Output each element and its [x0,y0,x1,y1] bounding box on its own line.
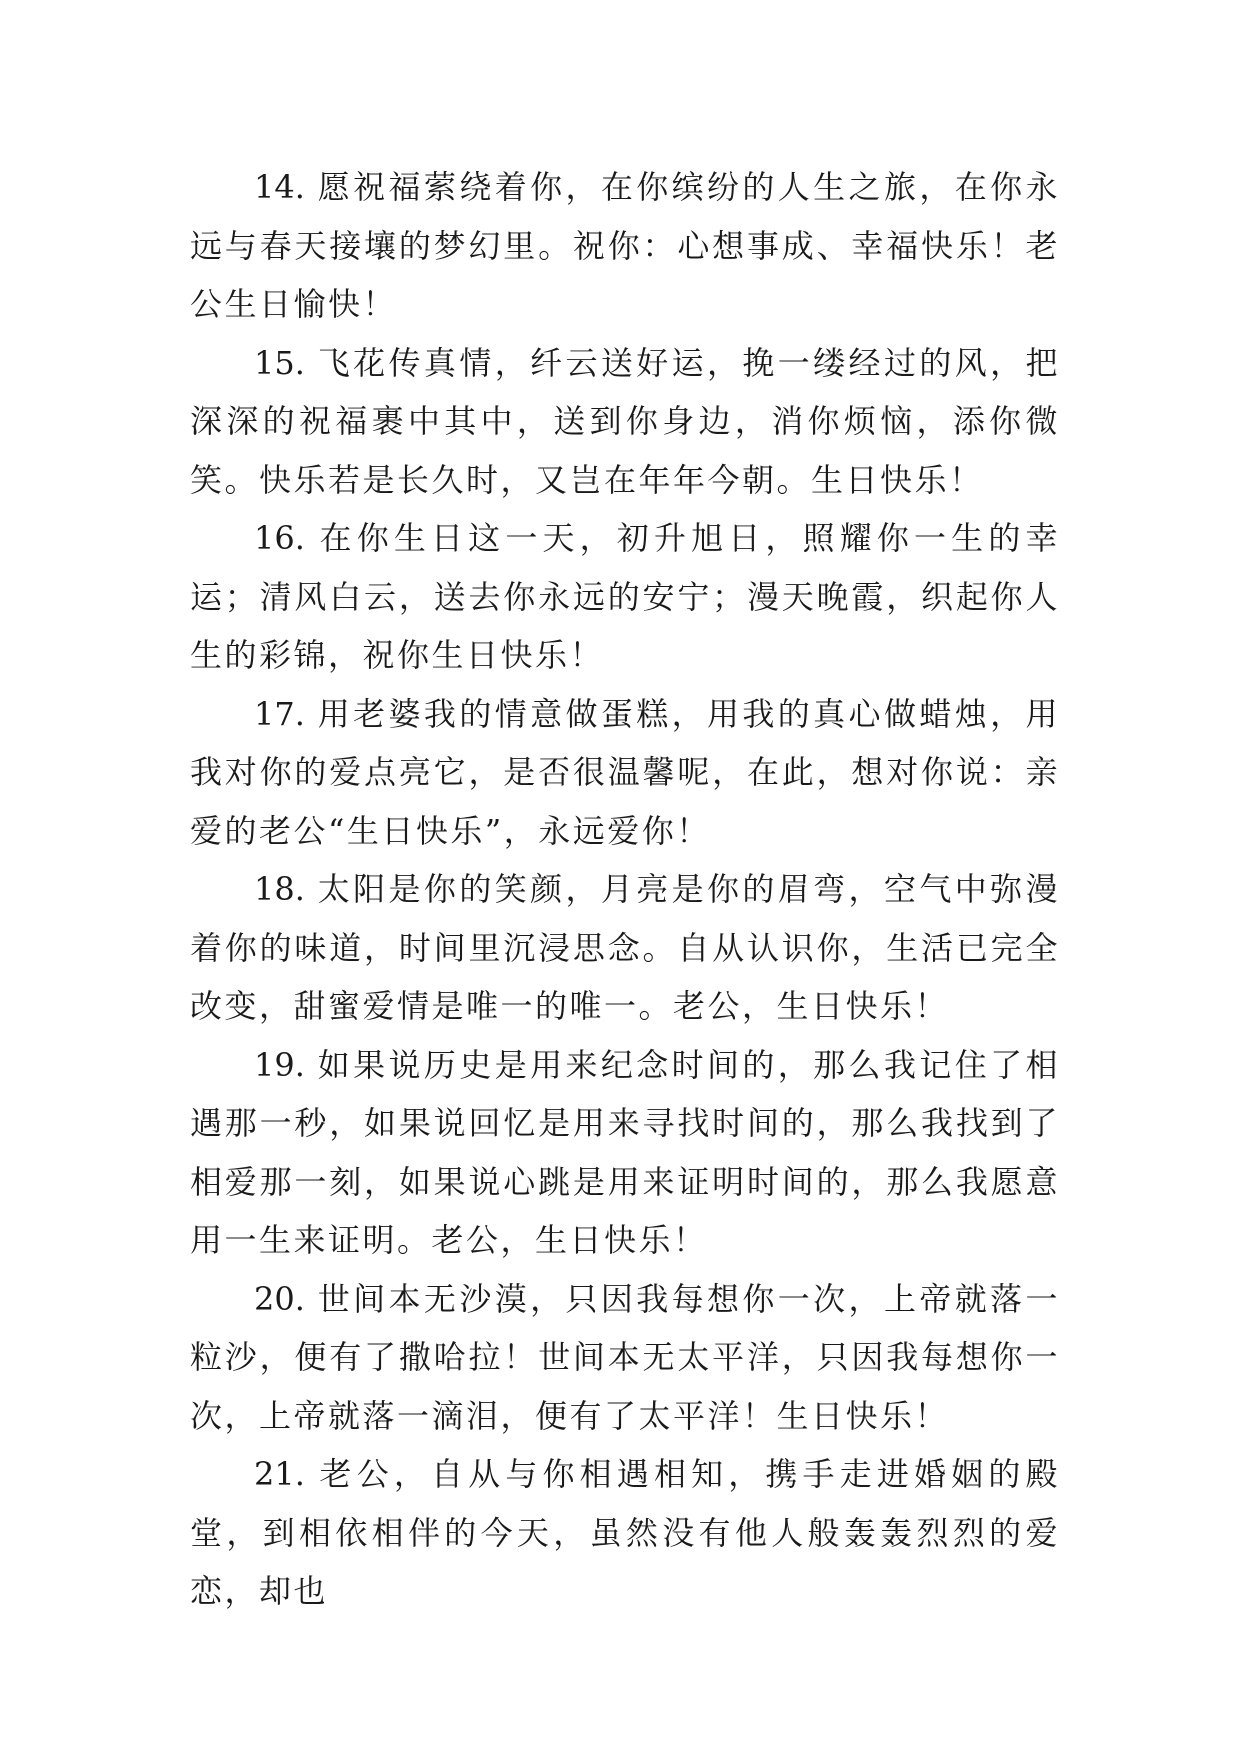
paragraph-number: 18. [254,870,305,908]
paragraph-17 [190,685,1060,861]
paragraph-number: 21. [254,1455,305,1493]
paragraph-number: 20. [254,1279,305,1318]
paragraph-19 [190,1036,1060,1270]
paragraph-text: 老公，自从与你相遇相知，携手走进婚姻的殿堂，到相依相伴的今天，虽然没有他人般轰轰烈烈的爱恋，却也 [190,1455,1060,1610]
paragraph-number: 14. [254,168,305,206]
paragraph-16 [190,509,1060,685]
paragraph-text: 愿祝福萦绕着你，在你缤纷的人生之旅，在你永远与春天接壤的梦幻里。祝你：心想事成、幸福快乐！老公生日愉快！ [190,168,1060,323]
paragraph-text: 在你生日这一天，初升旭日，照耀你一生的幸运；清风白云，送去你永远的安宁；漫天晚霞，织起你人生的彩锦，祝你生日快乐！ [190,519,1060,674]
paragraph-number: 15. [254,343,305,382]
document-body [190,158,1060,1621]
paragraph-15 [190,334,1060,510]
paragraph-18 [190,860,1060,1036]
paragraph-20 [190,1270,1060,1446]
paragraph-number: 17. [254,694,305,733]
paragraph-21 [190,1445,1060,1621]
paragraph-text: 世间本无沙漠，只因我每想你一次，上帝就落一粒沙，便有了撒哈拉！世间本无太平洋，只因我每想你一次，上帝就落一滴泪，便有了太平洋！生日快乐！ [190,1279,1060,1435]
paragraph-number: 16. [254,519,305,557]
paragraph-14 [190,158,1060,334]
paragraph-text: 太阳是你的笑颜，月亮是你的眉弯，空气中弥漫着你的味道，时间里沉浸思念。自从认识你，生活已完全改变，甜蜜爱情是唯一的唯一。老公，生日快乐！ [190,870,1060,1025]
paragraph-number: 19. [254,1045,305,1084]
paragraph-text: 用老婆我的情意做蛋糕，用我的真心做蜡烛，用我对你的爱点亮它，是否很温馨呢，在此，想对你说：亲爱的老公“生日快乐”，永远爱你！ [190,694,1060,850]
paragraph-text: 飞花传真情，纤云送好运，挽一缕经过的风，把深深的祝福裹中其中，送到你身边，消你烦恼，添你微笑。快乐若是长久时，又岂在年年今朝。生日快乐！ [190,343,1060,499]
paragraph-text: 如果说历史是用来纪念时间的，那么我记住了相遇那一秒，如果说回忆是用来寻找时间的，那么我找到了相爱那一刻，如果说心跳是用来证明时间的，那么我愿意用一生来证明。老公，生日快乐！ [190,1045,1060,1259]
